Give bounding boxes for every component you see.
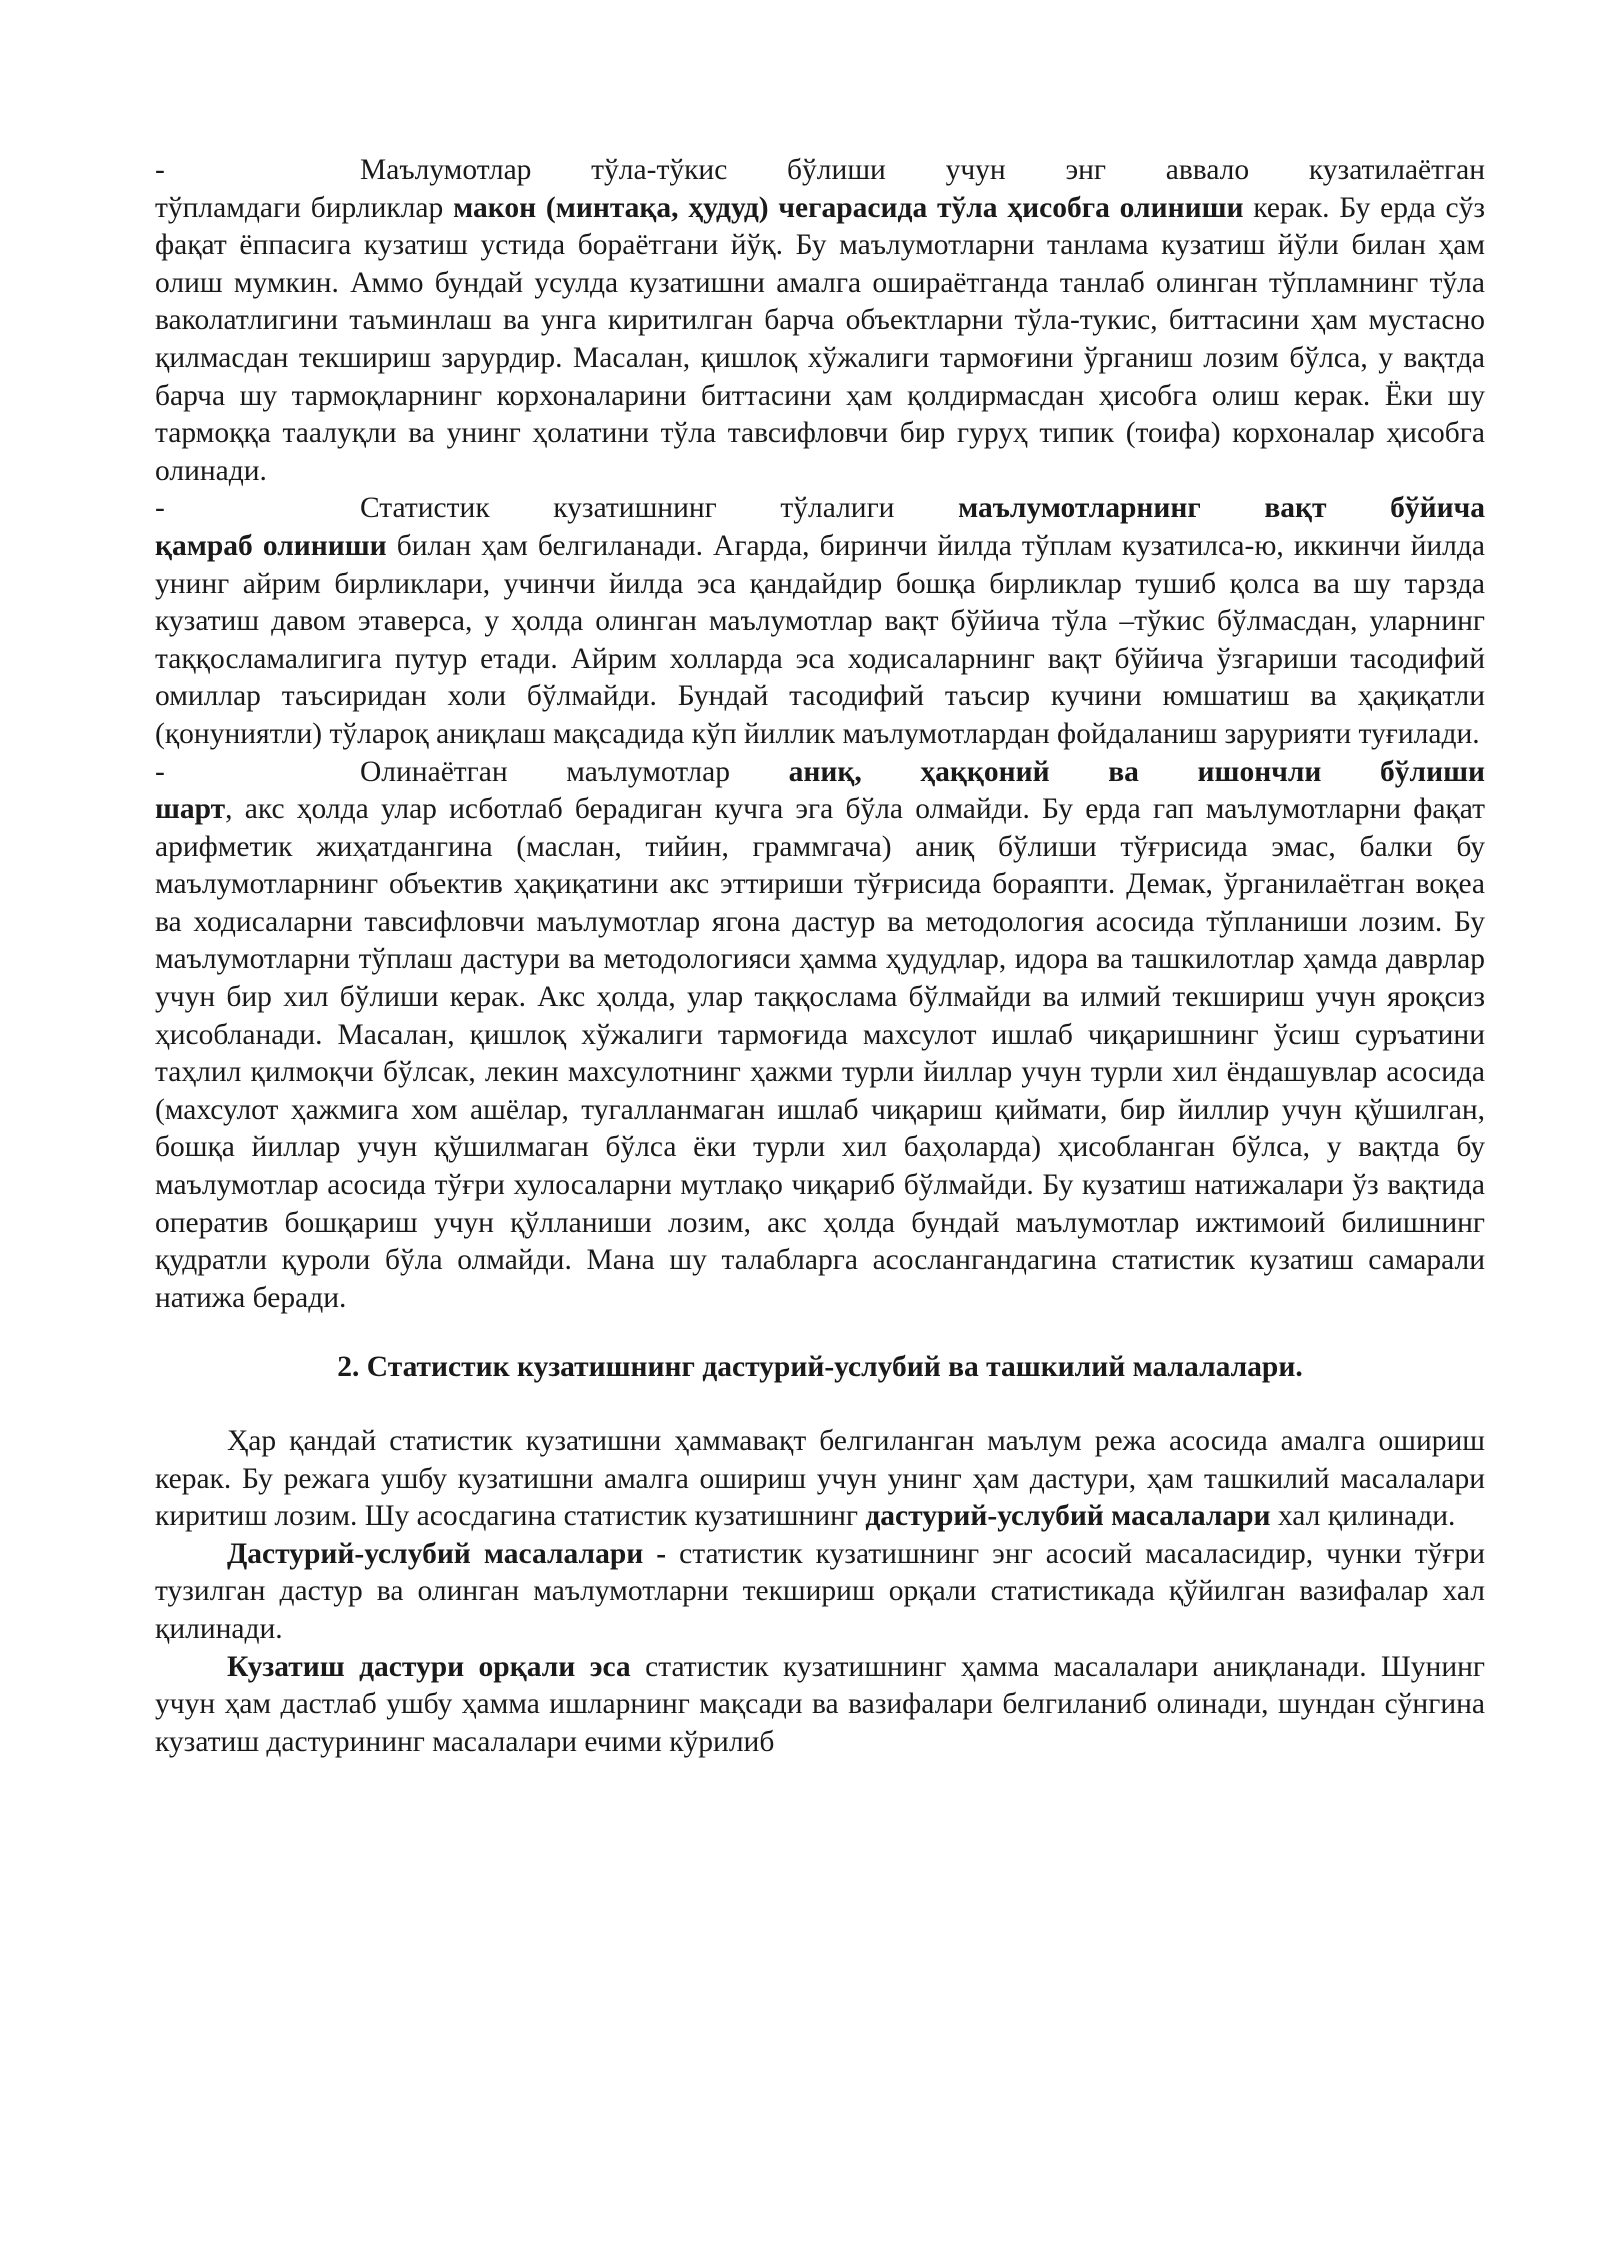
- bullet-paragraph-accuracy: [155, 754, 1485, 1318]
- bold-phrase: шарт: [155, 793, 226, 826]
- bullet-lead-text: Олинаётган маълумотлар аниқ, ҳаққоний ва ишончли бўлиши: [360, 755, 1485, 788]
- bullet-paragraph-completeness-time: [155, 490, 1485, 753]
- paragraph-observation-program: Кузатиш дастури орқали эса статистик кузатишнинг ҳамма масалалари аниқланади. Шунинг учун ҳам дастлаб ушбу ҳамма ишларнинг мақсади ва вазифалари белгиланиб олинади, шундан сўнгина кузатиш дастурининг масалалари ечими кўрилиб: [155, 1650, 1486, 1758]
- bold-phrase: Кузатиш дастури орқали эса: [227, 1650, 631, 1683]
- bullet-lead-text: Статистик кузатишнинг тўлалиги маълумотларнинг вақт бўйича: [360, 492, 1485, 525]
- paragraph-methodological-tasks: Дастурий-услубий масалалари - статистик кузатишнинг энг асосий масаласидир, чунки тўғри тузилган дастур ва олинган маълумотларни текшириш орқали статистикада қўйилган вазифалар хал қилинади.: [155, 1537, 1486, 1645]
- document-page: [155, 152, 1485, 1761]
- bullet-lead-line: [155, 152, 1485, 190]
- bold-phrase: макон (минтақа, ҳудуд) чегарасида тўла ҳисобга олиниши: [453, 191, 1244, 224]
- bold-phrase: маълумотларнинг вақт бўйича: [958, 492, 1485, 525]
- bullet-dash: -: [155, 154, 165, 186]
- paragraph-body: шарт, акс ҳолда улар исботлаб берадиган кучга эга бўла олмайди. Бу ерда гап маълумотларни фақат арифметик жиҳатдангина (маслан, тийин, граммгача) аниқ бўлиши тўғрисида эмас, балки бу маълумотларнинг объектив ҳақиқатини акс эттириши тўғрисида бораяпти. Демак, ўрганилаётган воқеа ва ходисаларни тавсифловчи маълумотлар ягона дастур ва методология асосида тўпланиши лозим. Бу маълумотларни тўплаш дастури ва методологияси ҳамма ҳудудлар, идора ва ташкилотлар ҳамда даврлар учун бир хил бўлиши керак. Акс ҳолда, улар таққослама бўлмайди ва илмий текшириш учун яроқсиз ҳисобланади. Масалан, қишлоқ хўжалиги тармоғида махсулот ишлаб чиқаришнинг ўсиш суръатини таҳлил қилмоқчи бўлсак, лекин махсулотнинг ҳажми турли йиллар учун турли хил ёндашувлар асосида (махсулот ҳажмига хом ашёлар, тугалланмаган ишлаб чиқариш қиймати, бир йиллир учун қўшилган, бошқа йиллар учун қўшилмаган бўлса ёки турли хил баҳоларда) ҳисобланган бўлса, у вақтда бу маълумотлар асосида тўғри хулосаларни мутлақо чиқариб бўлмайди. Бу кузатиш натижалари ўз вақтида оператив бошқариш учун қўлланиши лозим, акс ҳолда бундай маълумотлар ижтимоий билишнинг қудратли қуроли бўла олмайди. Мана шу талабларга асослангандагина статистик кузатиш самарали натижа беради.: [155, 793, 1485, 1314]
- bold-phrase: Дастурий-услубий масалалари -: [227, 1537, 667, 1570]
- paragraph-plan: Ҳар қандай статистик кузатишни ҳаммавақт белгиланган маълум режа асосида амалга ошириш керак. Бу режага ушбу кузатишни амалга ошириш учун унинг ҳам дастури, ҳам ташкилий масалалари киритиш лозим. Шу асосдагина статистик кузатишнинг дастурий-услубий масалалари хал қилинади.: [155, 1425, 1485, 1533]
- paragraph-body: қамраб олиниши билан ҳам белгиланади. Агарда, биринчи йилда тўплам кузатилса-ю, иккинчи йилда унинг айрим бирликлари, учинчи йилда эса қандайдир бошқа бирликлар тушиб қолса ва шу тарзда кузатиш давом этаверса, у ҳолда олинган маълумотлар вақт бўйича тўла –тўкис бўлмасдан, уларнинг таққосламалигига путур етади. Айрим холларда эса ходисаларнинг вақт бўйича ўзгариши тасодифий омиллар таъсиридан холи бўлмайди. Бундай тасодифий таъсир кучини юмшатиш ва ҳақиқатли (қонуниятли) тўлароқ аниқлаш мақсадида кўп йиллик маълумотлардан фойдаланиш зарурияти туғилади.: [155, 529, 1485, 750]
- bullet-paragraph-completeness-space: [155, 152, 1485, 490]
- bold-phrase: қамраб олиниши: [155, 529, 387, 562]
- bullet-dash: -: [155, 492, 165, 525]
- bullet-lead-line: [155, 490, 1485, 528]
- bullet-dash: -: [155, 755, 165, 788]
- bullet-lead-line: [155, 754, 1485, 792]
- bullet-lead-text: Маълумотлар тўла-тўкис бўлиши учун энг аввало кузатилаётган: [360, 154, 1485, 186]
- section-heading: 2. Статистик кузатишнинг дастурий-услубий ва ташкилий малалалари.: [337, 1351, 1303, 1384]
- bold-phrase: дастурий-услубий масалалари: [865, 1500, 1271, 1533]
- paragraph-body: тўпламдаги бирликлар макон (минтақа, ҳудуд) чегарасида тўла ҳисобга олиниши керак. Бу ерда сўз фақат ёппасига кузатиш устида бораётгани йўқ. Бу маълумотларни танлама кузатиш йўли билан ҳам олиш мумкин. Аммо бундай усулда кузатишни амалга ошираётганда танлаб олинган тўпламнинг тўла ваколатлигини таъминлаш ва унга киритилган барча объектларни тўла-тукис, биттасини ҳам мустасно қилмасдан текшириш зарурдир. Масалан, қишлоқ хўжалиги тармоғини ўрганиш лозим бўлса, у вақтда барча шу тармоқларнинг корхоналарини биттасини ҳам қолдирмасдан ҳисобга олиш керак. Ёки шу тармоққа таалуқли ва унинг ҳолатини тўла тавсифловчи бир гуруҳ типик (тоифа) корхоналар ҳисобга олинади.: [155, 191, 1486, 487]
- bold-phrase: аниқ, ҳаққоний ва ишончли бўлиши: [788, 755, 1485, 788]
